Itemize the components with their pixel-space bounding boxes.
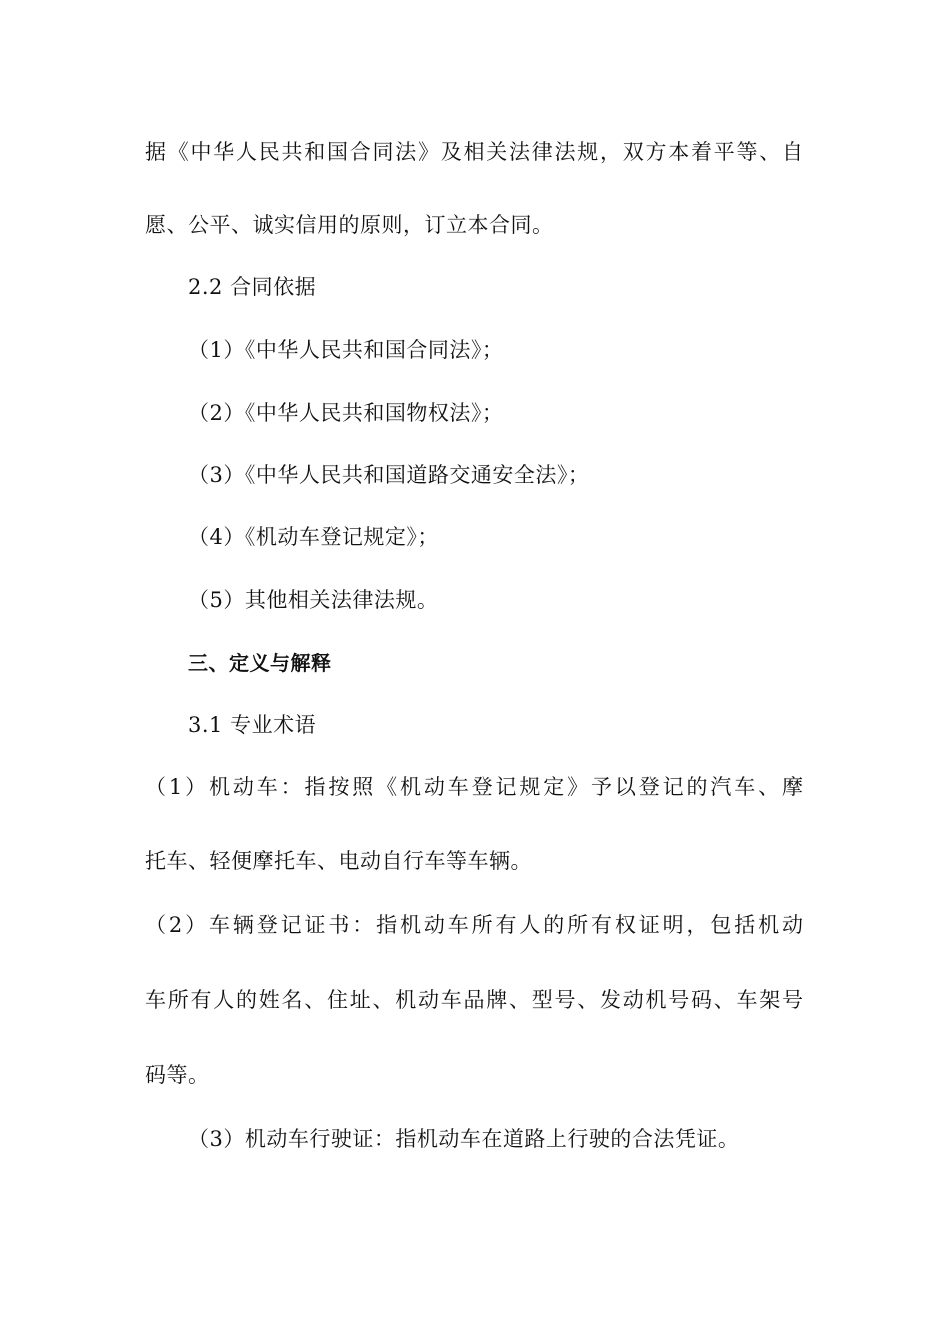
- term-2-line-2: 车所有人的姓名、住址、机动车品牌、型号、发动机号码、车架号: [145, 988, 803, 1012]
- paragraph-line-2: 愿、公平、诚实信用的原则，订立本合同。: [145, 213, 554, 237]
- chapter-heading-3: 三、定义与解释: [188, 651, 332, 675]
- paragraph-line-1: 据《中华人民共和国合同法》及相关法律法规，双方本着平等、自: [145, 140, 803, 164]
- list-item-2: （2）《中华人民共和国物权法》；: [188, 401, 504, 425]
- list-item-4: （4）《机动车登记规定》；: [188, 525, 439, 549]
- list-item-3: （3）《中华人民共和国道路交通安全法》；: [188, 463, 590, 487]
- section-heading-2-2: 2.2 合同依据: [188, 275, 317, 299]
- term-2-line-3: 码等。: [145, 1063, 210, 1087]
- term-3-line-1: （3）机动车行驶证：指机动车在道路上行驶的合法凭证。: [188, 1127, 740, 1151]
- list-item-5: （5）其他相关法律法规。: [188, 588, 439, 612]
- section-heading-3-1: 3.1 专业术语: [188, 713, 317, 737]
- term-1-line-2: 托车、轻便摩托车、电动自行车等车辆。: [145, 849, 532, 873]
- term-2-line-1: （2）车辆登记证书：指机动车所有人的所有权证明，包括机动: [145, 913, 803, 937]
- term-1-line-1: （1）机动车：指按照《机动车登记规定》予以登记的汽车、摩: [145, 775, 803, 799]
- list-item-1: （1）《中华人民共和国合同法》；: [188, 338, 504, 362]
